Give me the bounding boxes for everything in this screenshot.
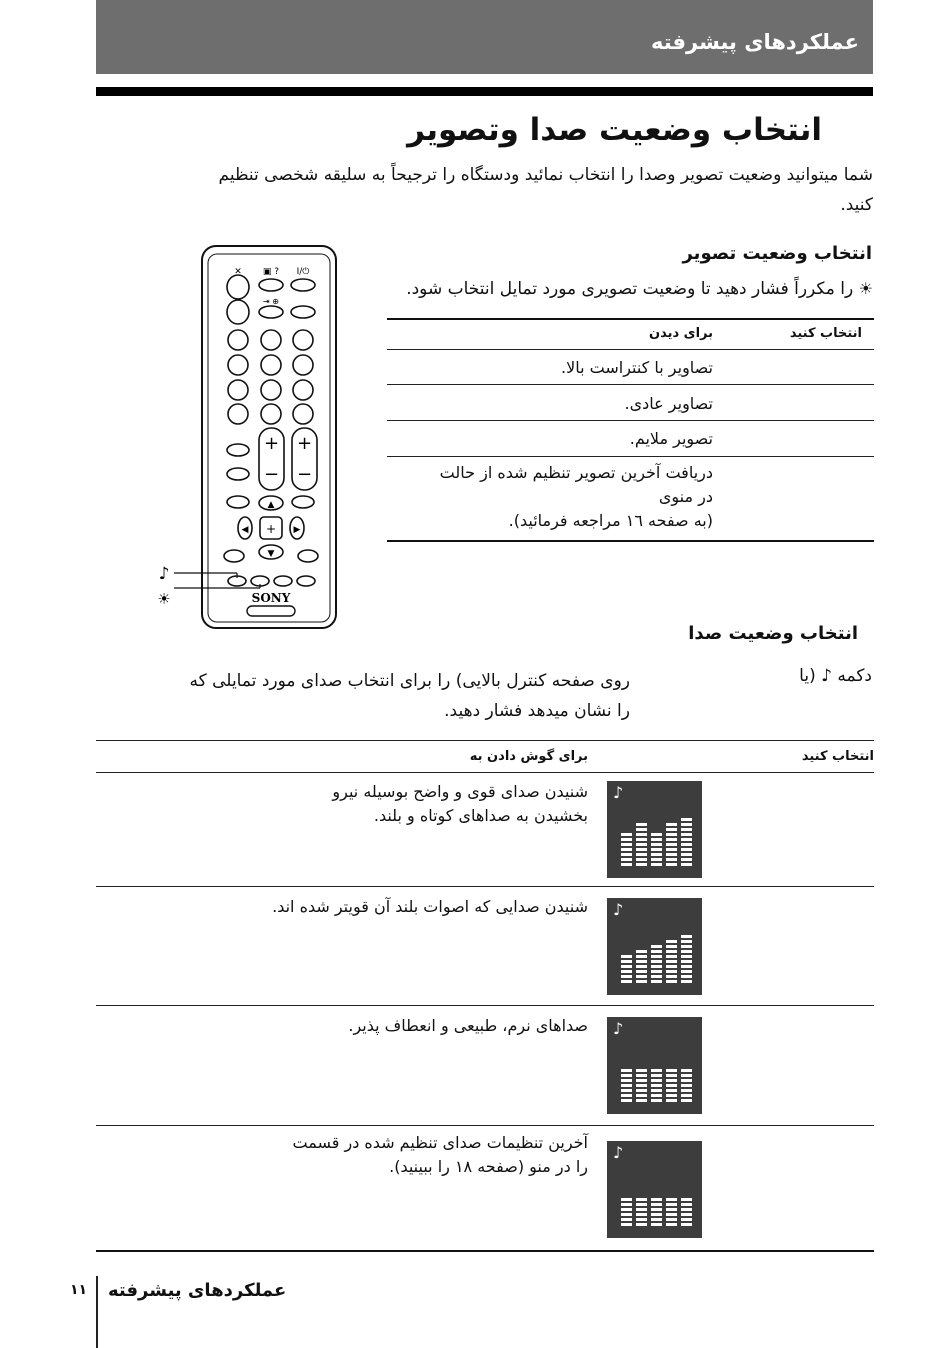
equalizer-bar-segment bbox=[621, 838, 632, 841]
equalizer-bar-segment bbox=[621, 970, 632, 973]
equalizer-bar-segment bbox=[681, 858, 692, 861]
equalizer-bar-segment bbox=[636, 1069, 647, 1072]
equalizer-bar-segment bbox=[651, 858, 662, 861]
equalizer-bar-segment bbox=[621, 853, 632, 856]
remote-control-drawing bbox=[150, 242, 350, 634]
equalizer-bar-segment bbox=[681, 1218, 692, 1221]
equalizer-bar-segment bbox=[651, 1198, 662, 1201]
equalizer-bar-segment bbox=[636, 1213, 647, 1216]
svg-text:▶: ▶ bbox=[293, 525, 301, 535]
equalizer-bar-segment bbox=[621, 858, 632, 861]
equalizer-bar-segment bbox=[621, 848, 632, 851]
equalizer-bar-segment bbox=[666, 823, 677, 826]
equalizer-bar-segment bbox=[681, 853, 692, 856]
equalizer-bar-segment bbox=[636, 843, 647, 846]
equalizer-bar-segment bbox=[681, 950, 692, 953]
equalizer-bar-segment bbox=[651, 853, 662, 856]
svg-text:I/⏻: I/⏻ bbox=[296, 267, 310, 277]
equalizer-graphic bbox=[607, 1141, 702, 1238]
equalizer-bar-segment bbox=[681, 1094, 692, 1097]
picture-col-select: انتخاب کنید bbox=[789, 326, 862, 341]
equalizer-bar-segment bbox=[636, 965, 647, 968]
equalizer-bar-segment bbox=[636, 960, 647, 963]
equalizer-bar-segment bbox=[681, 940, 692, 943]
equalizer-bar-segment bbox=[651, 1213, 662, 1216]
equalizer-bar-segment bbox=[681, 935, 692, 938]
picture-row-4: دریافت آخرین تصویر تنظیم شده از حالت در منوی (به صفحه ۱٦ مراجعه فرمائید). bbox=[439, 463, 713, 530]
equalizer-bar-segment bbox=[636, 1074, 647, 1077]
equalizer-bar-segment bbox=[651, 1099, 662, 1102]
picture-row-rule bbox=[387, 420, 874, 421]
equalizer-bar-segment bbox=[681, 1208, 692, 1211]
equalizer-bar-segment bbox=[621, 975, 632, 978]
svg-text:▼: ▼ bbox=[267, 549, 275, 559]
picture-table-header-rule bbox=[387, 349, 874, 350]
svg-text:+: + bbox=[265, 522, 277, 536]
equalizer-bar-segment bbox=[681, 970, 692, 973]
equalizer-bar-segment bbox=[636, 1079, 647, 1082]
equalizer-bar-segment bbox=[666, 945, 677, 948]
equalizer-bar-segment bbox=[651, 965, 662, 968]
footer-title: عملکردهای پیشرفته bbox=[108, 1280, 287, 1301]
equalizer-bar-segment bbox=[636, 970, 647, 973]
equalizer-bar-segment bbox=[681, 1079, 692, 1082]
sound-table-header-rule bbox=[96, 772, 874, 773]
equalizer-bar-segment bbox=[636, 853, 647, 856]
picture-mode-icon: ☀ bbox=[858, 279, 873, 298]
equalizer-bar-segment bbox=[636, 1089, 647, 1092]
sound-row-3-text: صداهای نرم، طبیعی و انعطاف پذیر. bbox=[348, 1016, 588, 1035]
sound-desc-text: روی صفحه کنترل بالایی) را برای انتخاب صدای مورد تمایلی که را نشان میدهد فشار دهید. bbox=[189, 671, 630, 721]
equalizer-bar-segment bbox=[651, 863, 662, 866]
remote-brand: SONY bbox=[251, 591, 291, 605]
equalizer-bar-segment bbox=[666, 965, 677, 968]
picture-row-rule bbox=[387, 384, 874, 385]
equalizer-bar-segment bbox=[621, 1079, 632, 1082]
equalizer-bar-segment bbox=[666, 853, 677, 856]
equalizer-bar-segment bbox=[651, 1208, 662, 1211]
equalizer-bar-segment bbox=[621, 955, 632, 958]
footer-divider bbox=[96, 1276, 98, 1348]
equalizer-bar-segment bbox=[681, 823, 692, 826]
header-rule bbox=[96, 87, 873, 96]
equalizer-bar-segment bbox=[666, 980, 677, 983]
equalizer-bar-segment bbox=[651, 1089, 662, 1092]
equalizer-bar-segment bbox=[636, 848, 647, 851]
equalizer-bar-segment bbox=[666, 838, 677, 841]
equalizer-bar-segment bbox=[621, 1198, 632, 1201]
equalizer-bar-segment bbox=[651, 833, 662, 836]
equalizer-bar-segment bbox=[636, 1218, 647, 1221]
equalizer-bar-segment bbox=[681, 1198, 692, 1201]
equalizer-bar-segment bbox=[666, 1099, 677, 1102]
equalizer-bar-segment bbox=[651, 1069, 662, 1072]
equalizer-bar-segment bbox=[636, 828, 647, 831]
equalizer-bar-segment bbox=[636, 863, 647, 866]
equalizer-bar-segment bbox=[651, 980, 662, 983]
equalizer-bar-segment bbox=[636, 1099, 647, 1102]
equalizer-bar-segment bbox=[666, 1069, 677, 1072]
equalizer-bar-segment bbox=[621, 1218, 632, 1221]
equalizer-bar-segment bbox=[621, 1099, 632, 1102]
equalizer-bar-segment bbox=[651, 848, 662, 851]
equalizer-bar-segment bbox=[636, 823, 647, 826]
picture-mode-description bbox=[406, 279, 873, 299]
picture-mode-heading: انتخاب وضعیت تصویر bbox=[682, 243, 872, 264]
equalizer-bar-segment bbox=[666, 940, 677, 943]
picture-table-bottom-rule bbox=[387, 540, 874, 542]
picture-table-top-rule bbox=[387, 318, 874, 320]
equalizer-bar-segment bbox=[666, 858, 677, 861]
sound-mode-icon: ♪ bbox=[613, 783, 624, 802]
equalizer-bar-segment bbox=[621, 833, 632, 836]
equalizer-bar-segment bbox=[681, 833, 692, 836]
equalizer-bar-segment bbox=[621, 965, 632, 968]
header-bar bbox=[96, 0, 873, 74]
equalizer-bar-segment bbox=[621, 1094, 632, 1097]
sound-mode-icon: ♪ bbox=[613, 900, 624, 919]
equalizer-bar-segment bbox=[621, 1084, 632, 1087]
equalizer-bar-segment bbox=[666, 1079, 677, 1082]
equalizer-bar-segment bbox=[636, 1084, 647, 1087]
equalizer-bar-segment bbox=[651, 975, 662, 978]
sound-mode-icon: ♪ bbox=[821, 666, 832, 686]
equalizer-bar-segment bbox=[681, 863, 692, 866]
equalizer-bar-segment bbox=[666, 1089, 677, 1092]
equalizer-bar-segment bbox=[681, 818, 692, 821]
header-title: عملکردهای پیشرفته bbox=[650, 30, 859, 54]
equalizer-bar-segment bbox=[651, 843, 662, 846]
sound-row-2-text: شنیدن صدایی که اصوات بلند آن قویتر شده اند. bbox=[272, 897, 588, 916]
equalizer-bar-segment bbox=[681, 1069, 692, 1072]
equalizer-bar-segment bbox=[651, 838, 662, 841]
picture-col-view: برای دیدن bbox=[648, 326, 713, 341]
picture-mode-icon: ☀ bbox=[157, 590, 171, 608]
equalizer-bar-segment bbox=[636, 950, 647, 953]
equalizer-bar-segment bbox=[651, 1079, 662, 1082]
equalizer-bar-segment bbox=[666, 1203, 677, 1206]
equalizer-bar-segment bbox=[666, 950, 677, 953]
equalizer-bar-segment bbox=[636, 955, 647, 958]
sound-mode-icon: ♪ bbox=[613, 1019, 624, 1038]
equalizer-bar-segment bbox=[681, 828, 692, 831]
equalizer-bar-segment bbox=[681, 1089, 692, 1092]
sound-mode-icon: ♪ bbox=[158, 564, 170, 584]
sound-mode-heading: انتخاب وضعیت صدا bbox=[688, 623, 858, 644]
svg-text:⇥ ⊕: ⇥ ⊕ bbox=[263, 297, 279, 306]
sound-table-top-rule bbox=[96, 740, 874, 741]
equalizer-bar-segment bbox=[621, 863, 632, 866]
svg-text:−: − bbox=[263, 464, 280, 485]
equalizer-bar-segment bbox=[651, 950, 662, 953]
equalizer-bar-segment bbox=[681, 960, 692, 963]
picture-row-1: تصاویر با کنتراست بالا. bbox=[561, 358, 713, 377]
sound-col-select: انتخاب کنید bbox=[801, 749, 874, 764]
equalizer-bar-segment bbox=[666, 828, 677, 831]
equalizer-bar-segment bbox=[636, 833, 647, 836]
equalizer-bar-segment bbox=[666, 843, 677, 846]
equalizer-bar-segment bbox=[666, 1213, 677, 1216]
equalizer-bar-segment bbox=[681, 1074, 692, 1077]
equalizer-bar-segment bbox=[636, 1094, 647, 1097]
equalizer-bar-segment bbox=[651, 1203, 662, 1206]
svg-text:◀: ◀ bbox=[241, 525, 249, 535]
equalizer-bar-segment bbox=[636, 858, 647, 861]
equalizer-bar-segment bbox=[681, 955, 692, 958]
equalizer-bar-segment bbox=[681, 848, 692, 851]
equalizer-bar-segment bbox=[621, 1208, 632, 1211]
equalizer-bar-segment bbox=[666, 1223, 677, 1226]
equalizer-bar-segment bbox=[666, 975, 677, 978]
equalizer-bar-segment bbox=[666, 970, 677, 973]
sound-col-listen: برای گوش دادن به bbox=[469, 749, 588, 764]
equalizer-bar-segment bbox=[636, 1223, 647, 1226]
svg-text:▣ ?: ▣ ? bbox=[262, 267, 280, 277]
equalizer-bar-segment bbox=[681, 1223, 692, 1226]
equalizer-bar-segment bbox=[651, 1094, 662, 1097]
equalizer-bar-segment bbox=[666, 1074, 677, 1077]
equalizer-bar-segment bbox=[666, 1084, 677, 1087]
equalizer-bar-segment bbox=[666, 960, 677, 963]
equalizer-bar-segment bbox=[621, 843, 632, 846]
equalizer-bar-segment bbox=[636, 838, 647, 841]
equalizer-bar-segment bbox=[636, 1208, 647, 1211]
equalizer-bar-segment bbox=[681, 1213, 692, 1216]
equalizer-bar-segment bbox=[666, 833, 677, 836]
equalizer-bar-segment bbox=[621, 1074, 632, 1077]
equalizer-bar-segment bbox=[681, 975, 692, 978]
equalizer-bar-segment bbox=[651, 1074, 662, 1077]
equalizer-bar-segment bbox=[636, 975, 647, 978]
sound-row-rule bbox=[96, 1005, 874, 1006]
equalizer-bar-segment bbox=[681, 838, 692, 841]
equalizer-bar-segment bbox=[621, 1069, 632, 1072]
equalizer-bar-segment bbox=[636, 980, 647, 983]
equalizer-graphic bbox=[607, 898, 702, 995]
equalizer-graphic bbox=[607, 781, 702, 878]
sound-row-1-text: شنیدن صدای قوی و واضح بوسیله نیرو بخشیدن به صداهای کوتاه و بلند. bbox=[332, 782, 588, 825]
equalizer-bar-segment bbox=[621, 1089, 632, 1092]
equalizer-bar-segment bbox=[651, 945, 662, 948]
sound-row-rule bbox=[96, 1125, 874, 1126]
picture-mode-description-text: را مکرراً فشار دهید تا وضعیت تصویری مورد تمایل انتخاب شود. bbox=[406, 279, 854, 299]
equalizer-bar-segment bbox=[681, 945, 692, 948]
equalizer-bar-segment bbox=[651, 970, 662, 973]
intro-text: شما میتوانید وضعیت تصویر وصدا را انتخاب نمائید ودستگاه را ترجیحاً به سلیقه شخصی تنظیم کنید. bbox=[218, 165, 873, 215]
picture-row-3: تصویر ملایم. bbox=[629, 429, 713, 448]
page-title: انتخاب وضعیت صدا وتصویر bbox=[407, 112, 822, 148]
page-number: ۱۱ bbox=[70, 1282, 88, 1298]
equalizer-bar-segment bbox=[651, 960, 662, 963]
equalizer-bar-segment bbox=[681, 965, 692, 968]
svg-text:−: − bbox=[296, 464, 313, 485]
sound-table-bottom-rule bbox=[96, 1250, 874, 1252]
equalizer-bar-segment bbox=[621, 1203, 632, 1206]
sound-row-4-text: آخرین تنظیمات صدای تنظیم شده در قسمت را در منو (صفحه ۱۸ را ببینید). bbox=[292, 1133, 588, 1176]
equalizer-bar-segment bbox=[681, 1084, 692, 1087]
equalizer-bar-segment bbox=[651, 1084, 662, 1087]
equalizer-bar-segment bbox=[651, 955, 662, 958]
sound-desc-button: دکمه ♪ (یا bbox=[799, 666, 872, 686]
equalizer-bar-segment bbox=[681, 843, 692, 846]
svg-text:+: + bbox=[296, 433, 313, 454]
sound-row-rule bbox=[96, 886, 874, 887]
remote-control-illustration bbox=[150, 242, 350, 634]
svg-text:+: + bbox=[263, 433, 280, 454]
equalizer-bar-segment bbox=[666, 955, 677, 958]
equalizer-bar-segment bbox=[681, 980, 692, 983]
equalizer-bar-segment bbox=[666, 1198, 677, 1201]
equalizer-bar-segment bbox=[621, 980, 632, 983]
equalizer-bar-segment bbox=[666, 1208, 677, 1211]
equalizer-bar-segment bbox=[666, 863, 677, 866]
equalizer-bar-segment bbox=[651, 1218, 662, 1221]
equalizer-bar-segment bbox=[621, 960, 632, 963]
equalizer-bar-segment bbox=[666, 1094, 677, 1097]
equalizer-bar-segment bbox=[621, 1223, 632, 1226]
equalizer-bar-segment bbox=[636, 1203, 647, 1206]
svg-text:✕: ✕ bbox=[234, 267, 242, 277]
picture-row-2: تصاویر عادی. bbox=[624, 394, 713, 413]
equalizer-graphic bbox=[607, 1017, 702, 1114]
sound-mode-icon: ♪ bbox=[613, 1143, 624, 1162]
equalizer-bar-segment bbox=[651, 1223, 662, 1226]
equalizer-bar-segment bbox=[681, 1203, 692, 1206]
equalizer-bar-segment bbox=[666, 1218, 677, 1221]
equalizer-bar-segment bbox=[681, 1099, 692, 1102]
picture-row-rule bbox=[387, 456, 874, 457]
equalizer-bar-segment bbox=[666, 848, 677, 851]
equalizer-bar-segment bbox=[621, 1213, 632, 1216]
svg-text:▲: ▲ bbox=[267, 500, 275, 510]
equalizer-bar-segment bbox=[636, 1198, 647, 1201]
